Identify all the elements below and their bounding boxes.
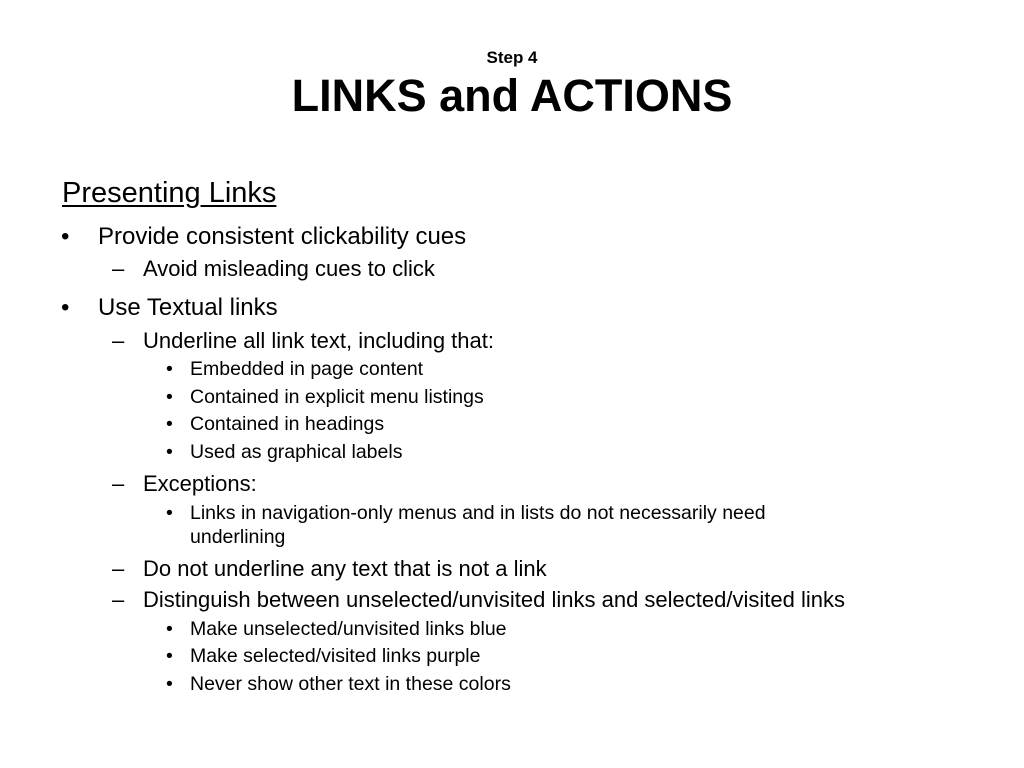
sub-sub-bullet-text: Used as graphical labels — [190, 441, 403, 463]
bullet-text: Provide consistent clickability cues — [98, 223, 467, 250]
bullet-marker: • — [166, 441, 173, 463]
bullet-marker: • — [166, 502, 173, 524]
dash-marker: – — [112, 256, 125, 281]
bullet-item — [61, 222, 467, 252]
dash-marker: – — [112, 471, 125, 496]
sub-sub-bullet-item — [166, 617, 507, 641]
sub-sub-bullet-text: Make selected/visited links purple — [190, 645, 481, 667]
sub-sub-bullet-text: Links in navigation-only menus and in lists do not necessarily need — [190, 502, 766, 524]
sub-sub-bullet-item — [166, 501, 766, 525]
sub-sub-bullet-item — [166, 644, 481, 668]
sub-sub-bullet-text: Contained in headings — [190, 413, 385, 435]
bullet-marker: • — [166, 645, 173, 667]
slide-title-block — [0, 46, 1024, 122]
sub-bullet-text: Distinguish between unselected/unvisited links and selected/visited links — [143, 587, 845, 612]
sub-sub-bullet-continuation — [190, 525, 285, 549]
sub-sub-bullet-item — [166, 412, 385, 436]
sub-bullet-text: Avoid misleading cues to click — [143, 256, 435, 281]
bullet-marker: • — [166, 358, 173, 380]
step-label: Step 4 — [486, 48, 538, 67]
bullet-marker: • — [166, 673, 173, 695]
sub-bullet-item — [112, 586, 845, 613]
dash-marker: – — [112, 328, 125, 353]
sub-sub-bullet-text: underlining — [190, 526, 286, 548]
dash-marker: – — [112, 587, 125, 612]
sub-bullet-text: Underline all link text, including that: — [143, 328, 494, 353]
bullet-text: Use Textual links — [98, 294, 278, 321]
sub-bullet-item — [112, 255, 435, 282]
sub-bullet-item — [112, 327, 494, 354]
bullet-marker: • — [166, 413, 173, 435]
bullet-marker: • — [166, 618, 173, 640]
slide-title: LINKS and ACTIONS — [291, 70, 733, 121]
sub-sub-bullet-item — [166, 357, 424, 381]
sub-sub-bullet-text: Embedded in page content — [190, 358, 424, 380]
sub-bullet-text: Exceptions: — [143, 471, 257, 496]
dash-marker: – — [112, 556, 125, 581]
section-heading: Presenting Links — [62, 177, 277, 209]
sub-sub-bullet-text: Make unselected/unvisited links blue — [190, 618, 507, 640]
sub-sub-bullet-text: Contained in explicit menu listings — [190, 386, 484, 408]
bullet-marker: • — [166, 386, 173, 408]
bullet-marker: • — [61, 223, 70, 250]
bullet-item — [61, 293, 278, 323]
sub-bullet-text: Do not underline any text that is not a link — [143, 556, 547, 581]
sub-sub-bullet-item — [166, 385, 484, 409]
sub-sub-bullet-text: Never show other text in these colors — [190, 673, 511, 695]
sub-sub-bullet-item — [166, 440, 403, 464]
sub-bullet-item — [112, 470, 257, 497]
bullet-marker: • — [61, 294, 70, 321]
sub-bullet-item — [112, 555, 547, 582]
sub-sub-bullet-item — [166, 672, 511, 696]
